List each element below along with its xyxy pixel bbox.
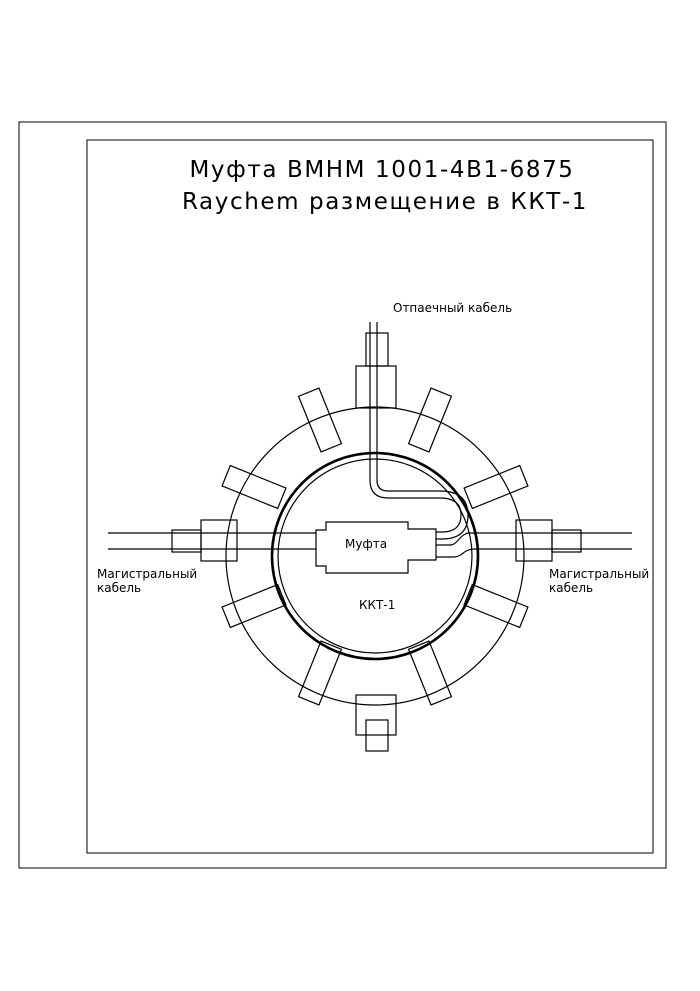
splice-label: Муфта xyxy=(345,537,388,551)
right-duct-entry xyxy=(516,520,581,561)
main-cable-right-label-line-1: Магистральный xyxy=(549,567,650,581)
main-cable-left-label-line-2: кабель xyxy=(97,581,142,595)
branch-cable-label: Отпаечный кабель xyxy=(393,301,513,315)
duct-block xyxy=(464,466,528,509)
duct-block xyxy=(464,585,528,628)
duct-block xyxy=(409,388,452,452)
duct-block xyxy=(222,466,286,509)
duct-block xyxy=(222,585,286,628)
well-label: ККТ-1 xyxy=(359,598,396,612)
inner-drawing-frame xyxy=(87,140,653,853)
outer-sheet-frame xyxy=(19,122,666,868)
well-inner-circle-secondary xyxy=(278,459,472,653)
top-duct-entry xyxy=(356,333,396,408)
bottom-duct-entry xyxy=(356,695,396,751)
well-inner-circle xyxy=(272,453,478,659)
main-cable-right-label-line-2: кабель xyxy=(549,581,594,595)
title-line-2: Raychem размещение в ККТ-1 xyxy=(181,189,589,215)
duct-block xyxy=(299,388,342,452)
title-line-1: Муфта ВМНМ 1001-4В1-6875 xyxy=(189,157,575,183)
well-structure xyxy=(226,407,524,705)
branch-cable xyxy=(370,322,468,539)
main-cable-left-label-line-1: Магистральный xyxy=(97,567,198,581)
